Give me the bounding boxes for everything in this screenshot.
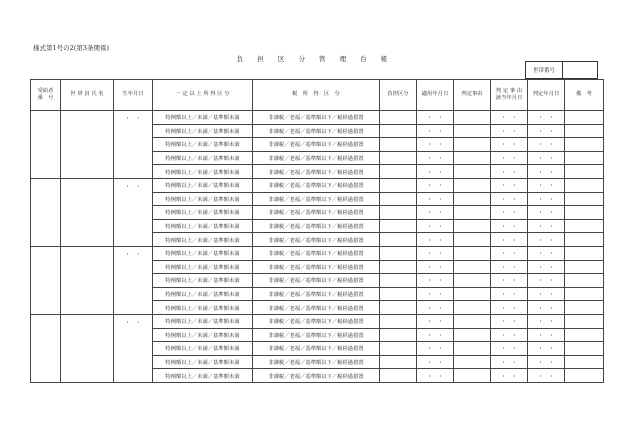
burden-class-cell[interactable] — [380, 178, 417, 192]
burden-class-cell[interactable] — [380, 246, 417, 260]
remarks-cell[interactable] — [565, 274, 604, 288]
household-number-field[interactable] — [563, 62, 598, 79]
reason-cell[interactable] — [454, 233, 491, 247]
income-class-cell[interactable]: 特例額以上／未満／基準額未満 — [153, 274, 253, 288]
remarks-cell[interactable] — [565, 192, 604, 206]
col-birth-date: 生年月日 — [114, 80, 153, 111]
reason-date-cell[interactable]: ・ ・ — [491, 138, 528, 152]
income-class-cell[interactable]: 特例額以上／未満／基準額未満 — [153, 206, 253, 220]
apply-date-cell[interactable]: ・ ・ — [417, 151, 454, 165]
tax-class-cell[interactable]: 非課税／老福／基準額以下／税経過措置 — [253, 369, 380, 383]
table-row — [31, 111, 604, 125]
income-class-cell[interactable]: 特例額以上／未満／基準額未満 — [153, 192, 253, 206]
reason-cell[interactable] — [454, 219, 491, 233]
apply-date-cell[interactable]: ・ ・ — [417, 206, 454, 220]
income-class-cell[interactable]: 特例額以上／未満／基準額未満 — [153, 111, 253, 125]
reason-date-cell[interactable]: ・ ・ — [491, 287, 528, 301]
tax-class-cell[interactable]: 非課税／老福／基準額以下／税経過措置 — [253, 151, 380, 165]
apply-date-cell[interactable]: ・ ・ — [417, 219, 454, 233]
tax-class-cell[interactable]: 非課税／老福／基準額以下／税経過措置 — [253, 246, 380, 260]
judge-date-cell[interactable]: ・ ・ — [528, 246, 565, 260]
tax-class-cell[interactable]: 非課税／老福／基準額以下／税経過措置 — [253, 124, 380, 138]
reason-cell[interactable] — [454, 369, 491, 383]
col-burden-class: 負担区分 — [380, 80, 417, 111]
burden-class-cell[interactable] — [380, 138, 417, 152]
income-class-cell[interactable]: 特例額以上／未満／基準額未満 — [153, 246, 253, 260]
reason-date-cell[interactable]: ・ ・ — [491, 151, 528, 165]
burden-class-cell[interactable] — [380, 369, 417, 383]
judge-date-cell[interactable]: ・ ・ — [528, 219, 565, 233]
apply-date-cell[interactable]: ・ ・ — [417, 178, 454, 192]
judge-date-cell[interactable]: ・ ・ — [528, 274, 565, 288]
birth-date-cell[interactable]: ・ ・ — [114, 246, 153, 314]
col-tax-class: 税 所 得 区 分 — [253, 80, 380, 111]
reason-date-cell[interactable]: ・ ・ — [491, 301, 528, 315]
table-row — [31, 178, 604, 192]
remarks-cell[interactable] — [565, 233, 604, 247]
judge-date-cell[interactable]: ・ ・ — [528, 342, 565, 356]
burden-class-cell[interactable] — [380, 342, 417, 356]
burden-class-cell[interactable] — [380, 287, 417, 301]
householder-name-cell[interactable] — [61, 246, 114, 314]
tax-class-cell[interactable]: 非課税／老福／基準額以下／税経過措置 — [253, 219, 380, 233]
remarks-cell[interactable] — [565, 124, 604, 138]
reason-date-cell[interactable]: ・ ・ — [491, 233, 528, 247]
judge-date-cell[interactable]: ・ ・ — [528, 206, 565, 220]
householder-name-cell[interactable] — [61, 111, 114, 179]
apply-date-cell[interactable]: ・ ・ — [417, 111, 454, 125]
householder-name-cell[interactable] — [61, 314, 114, 382]
reason-date-cell[interactable]: ・ ・ — [491, 260, 528, 274]
apply-date-cell[interactable]: ・ ・ — [417, 138, 454, 152]
remarks-cell[interactable] — [565, 138, 604, 152]
remarks-cell[interactable] — [565, 165, 604, 179]
reason-date-cell[interactable]: ・ ・ — [491, 328, 528, 342]
apply-date-cell[interactable]: ・ ・ — [417, 287, 454, 301]
recipient-no-cell[interactable] — [31, 314, 61, 382]
judge-date-cell[interactable]: ・ ・ — [528, 260, 565, 274]
col-reason-date — [491, 80, 528, 111]
tax-class-cell[interactable]: 非課税／老福／基準額以下／税経過措置 — [253, 342, 380, 356]
col-income-class: 一 定 以 上 所 得 区 分 — [153, 80, 253, 111]
reason-cell[interactable] — [454, 301, 491, 315]
reason-cell[interactable] — [454, 111, 491, 125]
judge-date-cell[interactable]: ・ ・ — [528, 328, 565, 342]
page-title: 負 担 区 分 管 理 台 帳 — [236, 55, 394, 63]
birth-date-cell[interactable]: ・ ・ — [114, 178, 153, 246]
reason-date-cell[interactable]: ・ ・ — [491, 369, 528, 383]
reason-date-cell[interactable]: ・ ・ — [491, 192, 528, 206]
remarks-cell[interactable] — [565, 178, 604, 192]
reason-cell[interactable] — [454, 151, 491, 165]
col-apply-date: 適用年月日 — [417, 80, 454, 111]
tax-class-cell[interactable]: 非課税／老福／基準額以下／税経過措置 — [253, 314, 380, 328]
reason-cell[interactable] — [454, 165, 491, 179]
judge-date-cell[interactable]: ・ ・ — [528, 165, 565, 179]
col-reason: 判定事由 — [454, 80, 491, 111]
income-class-cell[interactable]: 特例額以上／未満／基準額未満 — [153, 355, 253, 369]
tax-class-cell[interactable]: 非課税／老福／基準額以下／税経過措置 — [253, 206, 380, 220]
householder-name-cell[interactable] — [61, 178, 114, 246]
recipient-no-cell[interactable] — [31, 111, 61, 179]
burden-class-cell[interactable] — [380, 192, 417, 206]
burden-class-cell[interactable] — [380, 274, 417, 288]
reason-cell[interactable] — [454, 246, 491, 260]
remarks-cell[interactable] — [565, 246, 604, 260]
judge-date-cell[interactable]: ・ ・ — [528, 151, 565, 165]
burden-class-cell[interactable] — [380, 314, 417, 328]
income-class-cell[interactable]: 特例額以上／未満／基準額未満 — [153, 314, 253, 328]
ledger-body — [31, 111, 604, 383]
reason-date-cell[interactable]: ・ ・ — [491, 342, 528, 356]
income-class-cell[interactable]: 特例額以上／未満／基準額未満 — [153, 151, 253, 165]
tax-class-cell[interactable]: 非課税／老福／基準額以下／税経過措置 — [253, 111, 380, 125]
income-class-cell[interactable]: 特例額以上／未満／基準額未満 — [153, 342, 253, 356]
remarks-cell[interactable] — [565, 328, 604, 342]
reason-date-cell[interactable]: ・ ・ — [491, 314, 528, 328]
burden-class-cell[interactable] — [380, 328, 417, 342]
income-class-cell[interactable]: 特例額以上／未満／基準額未満 — [153, 328, 253, 342]
judge-date-cell[interactable]: ・ ・ — [528, 192, 565, 206]
remarks-cell[interactable] — [565, 219, 604, 233]
apply-date-cell[interactable]: ・ ・ — [417, 124, 454, 138]
remarks-cell[interactable] — [565, 206, 604, 220]
burden-class-cell[interactable] — [380, 111, 417, 125]
apply-date-cell[interactable]: ・ ・ — [417, 301, 454, 315]
reason-date-cell[interactable]: ・ ・ — [491, 124, 528, 138]
remarks-cell[interactable] — [565, 111, 604, 125]
col-recipient-no — [31, 80, 61, 111]
reason-cell[interactable] — [454, 355, 491, 369]
birth-date-cell[interactable]: ・ ・ — [114, 314, 153, 382]
judge-date-cell[interactable]: ・ ・ — [528, 314, 565, 328]
table-row — [31, 314, 604, 328]
tax-class-cell[interactable]: 非課税／老福／基準額以下／税経過措置 — [253, 260, 380, 274]
tax-class-cell[interactable]: 非課税／老福／基準額以下／税経過措置 — [253, 287, 380, 301]
remarks-cell[interactable] — [565, 342, 604, 356]
apply-date-cell[interactable]: ・ ・ — [417, 260, 454, 274]
reason-date-cell[interactable]: ・ ・ — [491, 274, 528, 288]
reason-cell[interactable] — [454, 124, 491, 138]
reason-cell[interactable] — [454, 287, 491, 301]
reason-date-cell[interactable]: ・ ・ — [491, 111, 528, 125]
burden-class-cell[interactable] — [380, 165, 417, 179]
reason-date-cell[interactable]: ・ ・ — [491, 246, 528, 260]
reason-cell[interactable] — [454, 274, 491, 288]
burden-class-cell[interactable] — [380, 233, 417, 247]
tax-class-cell[interactable]: 非課税／老福／基準額以下／税経過措置 — [253, 192, 380, 206]
judge-date-cell[interactable]: ・ ・ — [528, 355, 565, 369]
remarks-cell[interactable] — [565, 151, 604, 165]
judge-date-cell[interactable]: ・ ・ — [528, 301, 565, 315]
reason-date-cell[interactable]: ・ ・ — [491, 355, 528, 369]
tax-class-cell[interactable]: 非課税／老福／基準額以下／税経過措置 — [253, 355, 380, 369]
reason-cell[interactable] — [454, 192, 491, 206]
col-recipient-no-label: 受給者 番 号 — [37, 87, 54, 101]
reason-date-cell[interactable]: ・ ・ — [491, 206, 528, 220]
apply-date-cell[interactable]: ・ ・ — [417, 328, 454, 342]
income-class-cell[interactable]: 特例額以上／未満／基準額未満 — [153, 178, 253, 192]
remarks-cell[interactable] — [565, 369, 604, 383]
income-class-cell[interactable]: 特例額以上／未満／基準額未満 — [153, 219, 253, 233]
burden-class-cell[interactable] — [380, 124, 417, 138]
apply-date-cell[interactable]: ・ ・ — [417, 192, 454, 206]
recipient-no-cell[interactable] — [31, 178, 61, 246]
apply-date-cell[interactable]: ・ ・ — [417, 369, 454, 383]
reason-cell[interactable] — [454, 260, 491, 274]
col-reason-date-label: 判 定 事 由 該当年月日 — [495, 87, 523, 101]
col-judge-date: 判定年月日 — [528, 80, 565, 111]
burden-class-cell[interactable] — [380, 260, 417, 274]
household-number-box — [525, 61, 598, 79]
apply-date-cell[interactable]: ・ ・ — [417, 165, 454, 179]
birth-date-cell[interactable]: ・ ・ — [114, 111, 153, 179]
reason-date-cell[interactable]: ・ ・ — [491, 165, 528, 179]
tax-class-cell[interactable]: 非課税／老福／基準額以下／税経過措置 — [253, 328, 380, 342]
apply-date-cell[interactable]: ・ ・ — [417, 314, 454, 328]
tax-class-cell[interactable]: 非課税／老福／基準額以下／税経過措置 — [253, 138, 380, 152]
judge-date-cell[interactable]: ・ ・ — [528, 124, 565, 138]
income-class-cell[interactable]: 特例額以上／未満／基準額未満 — [153, 287, 253, 301]
remarks-cell[interactable] — [565, 287, 604, 301]
reason-date-cell[interactable]: ・ ・ — [491, 178, 528, 192]
apply-date-cell[interactable]: ・ ・ — [417, 274, 454, 288]
table-row — [31, 246, 604, 260]
judge-date-cell[interactable]: ・ ・ — [528, 178, 565, 192]
reason-cell[interactable] — [454, 342, 491, 356]
recipient-no-cell[interactable] — [31, 246, 61, 314]
income-class-cell[interactable]: 特例額以上／未満／基準額未満 — [153, 165, 253, 179]
tax-class-cell[interactable]: 非課税／老福／基準額以下／税経過措置 — [253, 178, 380, 192]
income-class-cell[interactable]: 特例額以上／未満／基準額未満 — [153, 301, 253, 315]
tax-class-cell[interactable]: 非課税／老福／基準額以下／税経過措置 — [253, 274, 380, 288]
burden-class-cell[interactable] — [380, 355, 417, 369]
tax-class-cell[interactable]: 非課税／老福／基準額以下／税経過措置 — [253, 165, 380, 179]
table-header-row — [31, 80, 604, 111]
income-class-cell[interactable]: 特例額以上／未満／基準額未満 — [153, 124, 253, 138]
judge-date-cell[interactable]: ・ ・ — [528, 138, 565, 152]
income-class-cell[interactable]: 特例額以上／未満／基準額未満 — [153, 369, 253, 383]
judge-date-cell[interactable]: ・ ・ — [528, 287, 565, 301]
reason-cell[interactable] — [454, 314, 491, 328]
col-remarks: 備 考 — [565, 80, 604, 111]
remarks-cell[interactable] — [565, 355, 604, 369]
burden-ledger-table — [30, 79, 604, 383]
tax-class-cell[interactable]: 非課税／老福／基準額以下／税経過措置 — [253, 233, 380, 247]
apply-date-cell[interactable]: ・ ・ — [417, 233, 454, 247]
income-class-cell[interactable]: 特例額以上／未満／基準額未満 — [153, 138, 253, 152]
judge-date-cell[interactable]: ・ ・ — [528, 111, 565, 125]
income-class-cell[interactable]: 特例額以上／未満／基準額未満 — [153, 233, 253, 247]
household-number-label: 世帯番号 — [526, 62, 563, 79]
reason-cell[interactable] — [454, 328, 491, 342]
apply-date-cell[interactable]: ・ ・ — [417, 246, 454, 260]
judge-date-cell[interactable]: ・ ・ — [528, 369, 565, 383]
burden-class-cell[interactable] — [380, 219, 417, 233]
reason-cell[interactable] — [454, 178, 491, 192]
col-householder: 世 帯 員 氏 名 — [61, 80, 114, 111]
remarks-cell[interactable] — [565, 260, 604, 274]
apply-date-cell[interactable]: ・ ・ — [417, 355, 454, 369]
tax-class-cell[interactable]: 非課税／老福／基準額以下／税経過措置 — [253, 301, 380, 315]
apply-date-cell[interactable]: ・ ・ — [417, 342, 454, 356]
burden-class-cell[interactable] — [380, 151, 417, 165]
income-class-cell[interactable]: 特例額以上／未満／基準額未満 — [153, 260, 253, 274]
judge-date-cell[interactable]: ・ ・ — [528, 233, 565, 247]
burden-class-cell[interactable] — [380, 301, 417, 315]
remarks-cell[interactable] — [565, 301, 604, 315]
reason-cell[interactable] — [454, 206, 491, 220]
form-number-label: 様式第1号の2(第3条関係) — [33, 44, 109, 52]
reason-cell[interactable] — [454, 138, 491, 152]
reason-date-cell[interactable]: ・ ・ — [491, 219, 528, 233]
burden-class-cell[interactable] — [380, 206, 417, 220]
remarks-cell[interactable] — [565, 314, 604, 328]
